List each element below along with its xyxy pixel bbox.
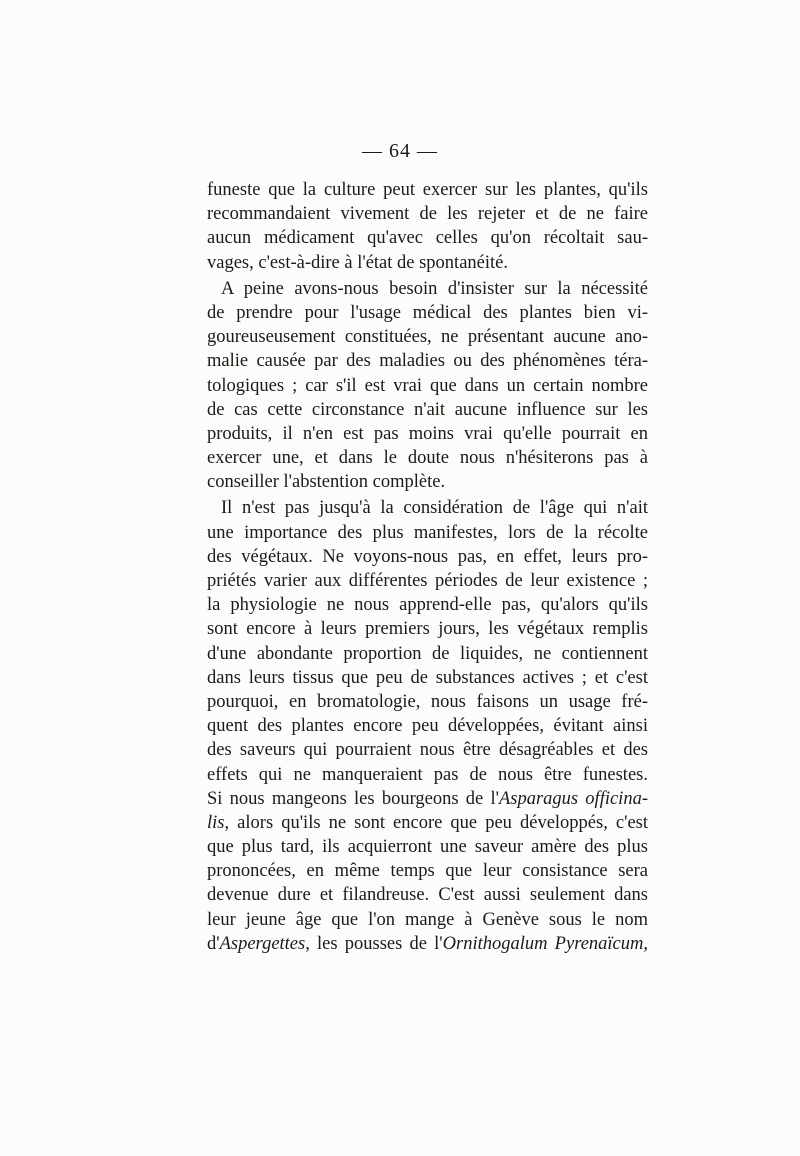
text-line: Il n'est pas jusqu'à la considération de l'âge qui n'ait [221,498,648,519]
text-line: des saveurs qui pourraient nous être désagréables et des [207,740,648,761]
text-line: une importance des plus manifestes, lors de la récolte [207,522,648,543]
text-line: aucun médicament qu'avec celles qu'on récoltait sau- [207,228,648,249]
text-line: quent des plantes encore peu développées, évitant ainsi [207,716,648,737]
text-line: sont encore à leurs premiers jours, les végétaux remplis [207,619,648,640]
text-line: recommandaient vivement de les rejeter et de ne faire [207,204,648,225]
text-line: pourquoi, en bromatologie, nous faisons un usage fré- [207,691,648,712]
text-line: malie causée par des maladies ou des phénomènes téra- [207,351,648,372]
text-line: tologiques ; car s'il est vrai que dans un certain nombre [207,375,648,396]
paragraph [207,178,648,275]
text-line: funeste que la culture peut exercer sur les plantes, qu'ils [207,180,648,200]
text-line: de prendre pour l'usage médical des plantes bien vi- [207,302,648,323]
text-line: leur jeune âge que l'on mange à Genève sous le nom [207,909,648,930]
text-line: effets qui ne manqueraient pas de nous être funestes. [207,764,648,785]
text-line: A peine avons-nous besoin d'insister sur la nécessité [221,278,648,299]
paragraph [207,496,648,956]
text-line: Si nous mangeons les bourgeons de l'Asparagus officina- [207,788,648,809]
text-line: d'Aspergettes, les pousses de l'Ornithogalum Pyrenaïcum, [207,933,649,954]
text-line: vages, c'est-à-dire à l'état de spontanéité. [207,252,508,273]
text-line: produits, il n'en est pas moins vrai qu'elle pourrait en [207,423,648,444]
text-line: de cas cette circonstance n'ait aucune influence sur les [207,399,648,420]
page-number: — 64 — [362,140,438,162]
body-text [207,178,648,956]
text-line: exercer une, et dans le doute nous n'hésiterons pas à [207,448,648,469]
text-line: des végétaux. Ne voyons-nous pas, en effet, leurs pro- [207,546,648,567]
text-line: goureuseusement constituées, ne présentant aucune ano- [207,327,648,348]
text-line: prononcées, en même temps que leur consistance sera [207,861,648,882]
text-line: lis, alors qu'ils ne sont encore que peu développés, c'est [207,812,648,833]
text-line: devenue dure et filandreuse. C'est aussi seulement dans [207,885,648,906]
paragraph [207,277,648,495]
text-line: la physiologie ne nous apprend-elle pas, qu'alors qu'ils [207,595,648,616]
text-line: dans leurs tissus que peu de substances actives ; et c'est [207,667,648,688]
text-line: que plus tard, ils acquierront une saveur amère des plus [207,837,648,858]
text-line: conseiller l'abstention complète. [207,472,446,493]
text-line: d'une abondante proportion de liquides, ne contiennent [207,643,648,664]
text-line: priétés varier aux différentes périodes de leur existence ; [207,571,648,591]
